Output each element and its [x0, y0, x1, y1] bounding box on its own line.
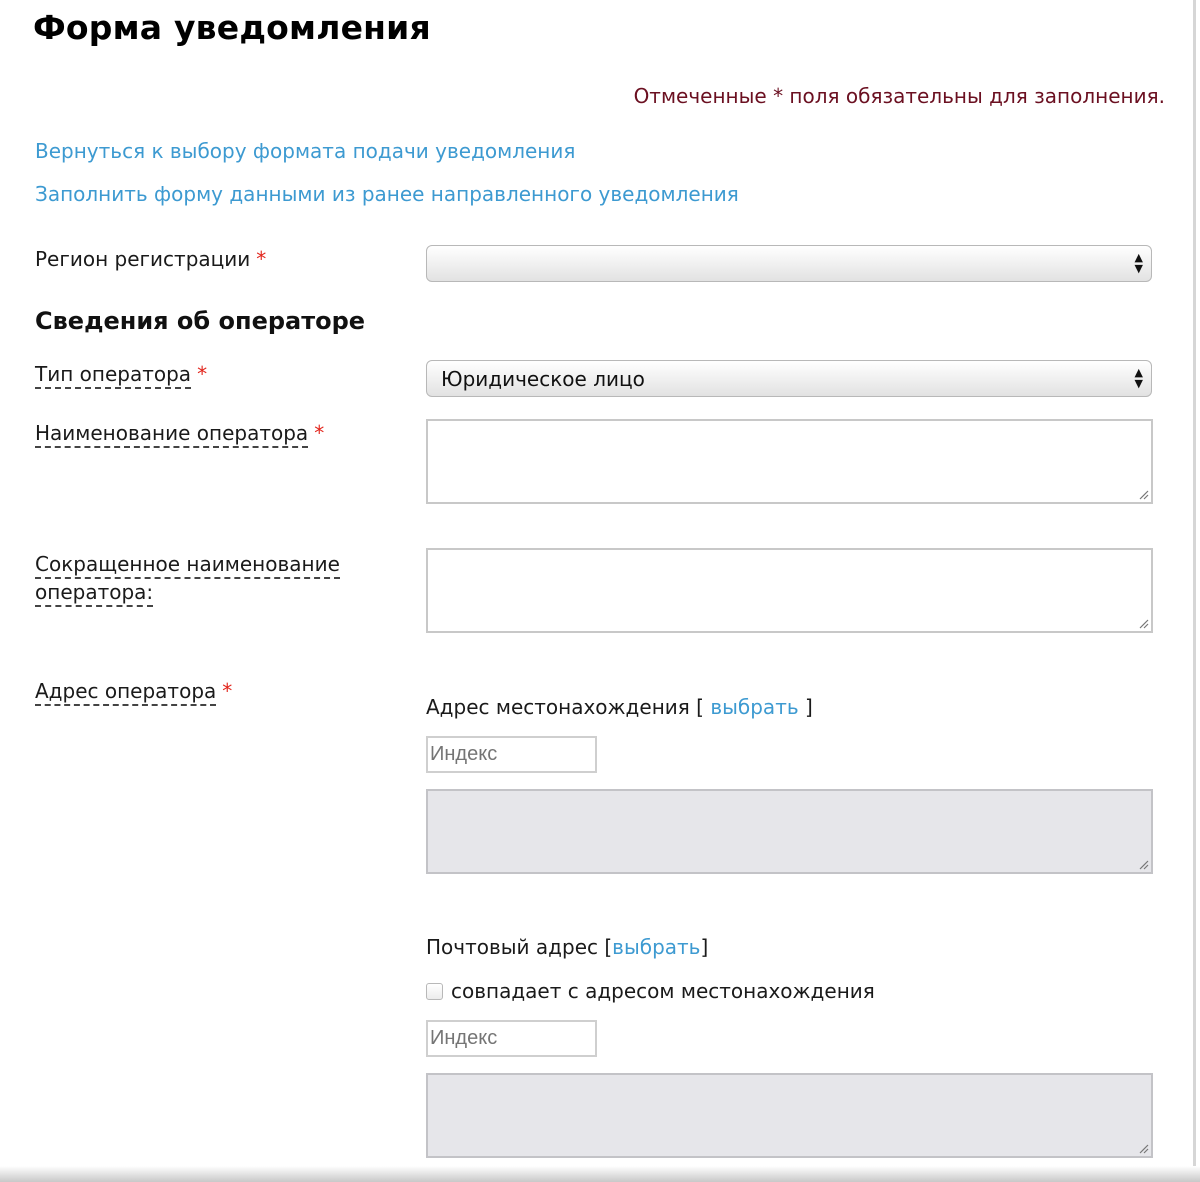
resize-grip-icon[interactable] — [1137, 617, 1149, 629]
region-label-text: Регион регистрации — [35, 247, 251, 271]
operator-section-title: Сведения об операторе — [35, 307, 366, 335]
location-address-label — [426, 695, 813, 719]
operator-type-label — [35, 362, 207, 386]
operator-address-label-text[interactable]: Адрес оператора — [35, 679, 216, 706]
back-to-format-link[interactable]: Вернуться к выбору формата подачи уведомления — [35, 139, 576, 163]
postal-address-label-end: ] — [700, 935, 709, 959]
operator-type-label-text[interactable]: Тип оператора — [35, 362, 191, 389]
location-address-choose-link[interactable]: выбрать — [710, 695, 799, 719]
location-address-textarea[interactable] — [426, 789, 1153, 874]
resize-grip-icon[interactable] — [1137, 858, 1149, 870]
operator-type-select-value: Юридическое лицо — [441, 367, 645, 391]
same-as-location-label[interactable]: совпадает с адресом местонахождения — [451, 979, 875, 1003]
required-star: * — [222, 679, 233, 703]
required-fields-note: Отмеченные * поля обязательны для заполнения. — [633, 84, 1165, 108]
bottom-shadow — [0, 1166, 1200, 1182]
required-star: * — [256, 247, 267, 271]
operator-short-name-label-line2[interactable]: оператора: — [35, 580, 153, 607]
page-title: Форма уведомления — [33, 8, 431, 47]
operator-type-select[interactable] — [426, 360, 1152, 397]
select-arrows-icon: ▲ ▼ — [1134, 251, 1143, 275]
region-select[interactable] — [426, 245, 1152, 282]
postal-index-input[interactable] — [426, 1020, 597, 1057]
operator-short-name-label-line1[interactable]: Сокращенное наименование — [35, 552, 340, 579]
resize-grip-icon[interactable] — [1137, 1142, 1149, 1154]
select-arrows-icon: ▲ ▼ — [1134, 366, 1143, 390]
postal-address-choose-link[interactable]: выбрать — [612, 935, 701, 959]
required-star: * — [314, 421, 325, 445]
operator-short-name-textarea[interactable] — [426, 548, 1153, 633]
same-as-location-checkbox[interactable] — [426, 983, 443, 1000]
location-address-label-end: ] — [798, 695, 813, 719]
operator-name-textarea[interactable] — [426, 419, 1153, 504]
postal-address-label — [426, 935, 708, 959]
region-label — [35, 247, 266, 271]
operator-name-label-text[interactable]: Наименование оператора — [35, 421, 308, 448]
fill-from-previous-link[interactable]: Заполнить форму данными из ранее направленного уведомления — [35, 182, 739, 206]
operator-short-name-label — [35, 550, 340, 606]
location-index-input[interactable] — [426, 736, 597, 773]
postal-address-textarea[interactable] — [426, 1073, 1153, 1158]
required-star: * — [197, 362, 208, 386]
operator-name-label — [35, 421, 324, 445]
operator-address-label — [35, 679, 232, 703]
location-address-label-text: Адрес местонахождения [ — [426, 695, 711, 719]
postal-address-label-text: Почтовый адрес [ — [426, 935, 613, 959]
resize-grip-icon[interactable] — [1137, 488, 1149, 500]
